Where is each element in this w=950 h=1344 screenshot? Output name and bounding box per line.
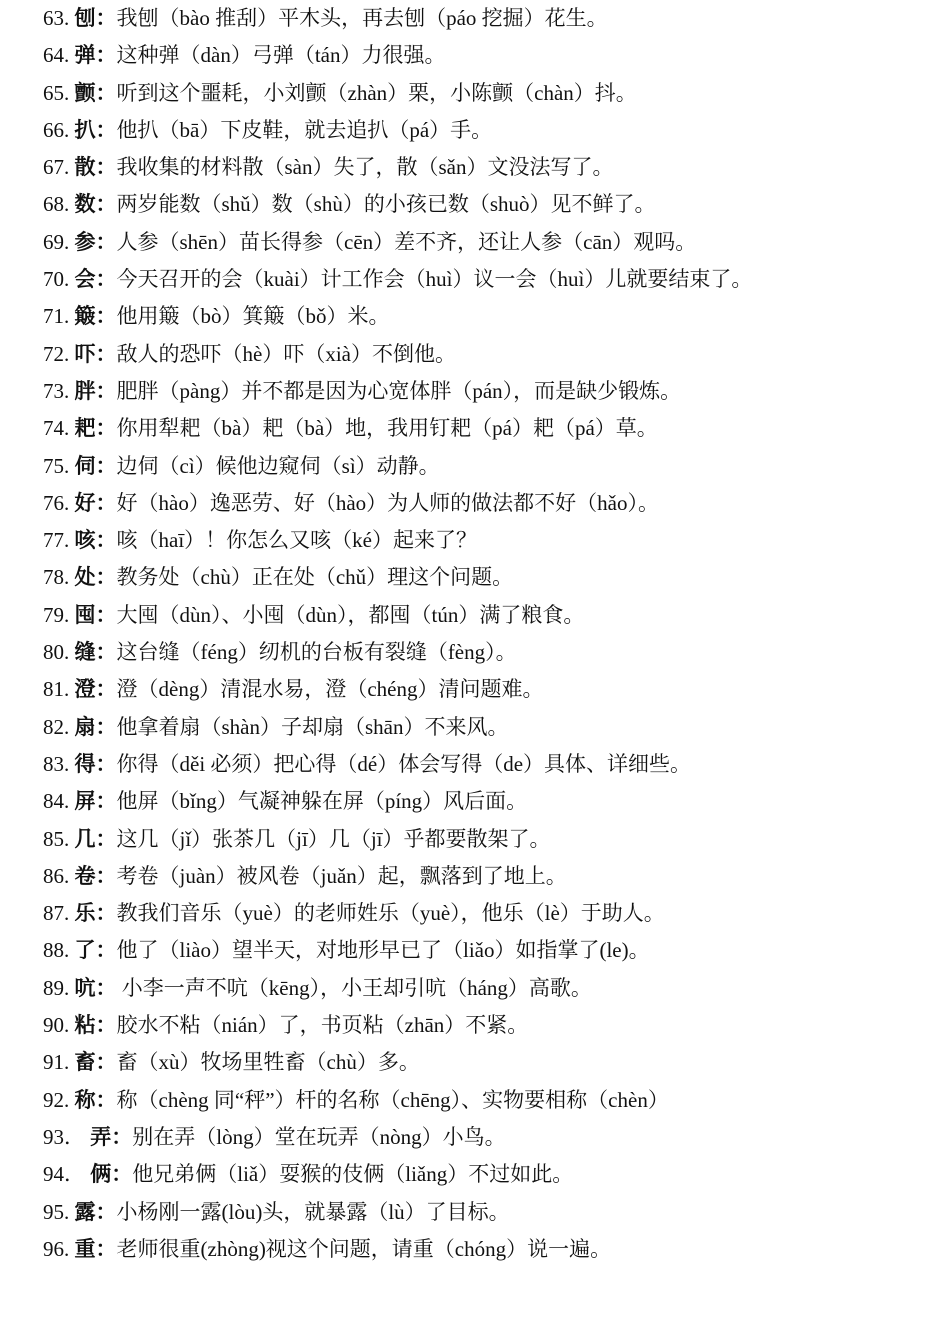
entry-separator: ： bbox=[95, 1013, 117, 1038]
list-item bbox=[43, 448, 933, 485]
entry-separator: ： bbox=[95, 6, 117, 30]
entry-character: 乐 bbox=[74, 901, 96, 926]
entry-sentence: 今天召开的会（kuài）计工作会（huì）议一会（huì）儿就要结束了。 bbox=[116, 267, 753, 292]
entry-separator: ： bbox=[95, 453, 117, 478]
entry-sentence: 澄（dèng）清混水易，澄（chéng）清问题难。 bbox=[116, 677, 544, 702]
entry-separator: ： bbox=[111, 1162, 133, 1187]
entry-separator: ： bbox=[95, 863, 117, 888]
entry-sentence: 别在弄（lòng）堂在玩弄（nòng）小鸟。 bbox=[132, 1124, 506, 1149]
entry-separator: ： bbox=[95, 1236, 117, 1261]
list-item bbox=[43, 821, 933, 858]
entry-number: 92. bbox=[43, 1087, 70, 1112]
entry-character: 扒 bbox=[74, 117, 96, 142]
entry-number: 94． bbox=[43, 1162, 85, 1187]
entry-character: 吭 bbox=[74, 975, 96, 1000]
entry-separator: ： bbox=[95, 1199, 117, 1224]
entry-character: 胖 bbox=[74, 378, 96, 403]
entry-separator: ： bbox=[95, 1087, 117, 1112]
entry-character: 伺 bbox=[74, 453, 96, 478]
list-item bbox=[43, 1044, 933, 1081]
list-item bbox=[43, 1156, 933, 1193]
polyphone-list bbox=[43, 0, 933, 1268]
entry-sentence: 咳（haī）！你怎么又咳（ké）起来了？ bbox=[116, 528, 477, 553]
list-item bbox=[43, 485, 933, 522]
entry-number: 69. bbox=[43, 229, 70, 254]
entry-separator: ： bbox=[95, 938, 117, 963]
entry-sentence: 肥胖（pàng）并不都是因为心宽体胖（pán），而是缺少锻炼。 bbox=[116, 378, 682, 403]
entry-separator: ： bbox=[95, 155, 117, 180]
entry-separator: ： bbox=[95, 304, 117, 329]
entry-character: 几 bbox=[74, 826, 96, 851]
list-item bbox=[43, 75, 933, 112]
entry-sentence: 我收集的材料散（sàn）失了，散（sǎn）文没法写了。 bbox=[116, 155, 614, 180]
entry-number: 95. bbox=[43, 1199, 70, 1224]
entry-number: 68. bbox=[43, 192, 70, 217]
entry-number: 96. bbox=[43, 1236, 70, 1261]
entry-character: 簸 bbox=[74, 304, 96, 329]
entry-number: 75. bbox=[43, 453, 70, 478]
entry-sentence: 大囤（dùn）、小囤（dùn），都囤（tún）满了粮食。 bbox=[116, 602, 585, 627]
entry-separator: ： bbox=[95, 80, 117, 105]
entry-sentence: 好（hào）逸恶劳、好（hào）为人师的做法都不好（hǎo）。 bbox=[116, 490, 659, 515]
entry-sentence: 小李一声不吭（kēng），小王却引吭（háng）高歌。 bbox=[116, 975, 592, 1000]
entry-number: 70. bbox=[43, 267, 70, 292]
entry-number: 67. bbox=[43, 155, 70, 180]
entry-number: 79. bbox=[43, 602, 70, 627]
entry-sentence: 他了（liào）望半天，对地形早已了（liǎo）如指掌了(le)。 bbox=[116, 938, 650, 963]
entry-character: 扇 bbox=[74, 714, 96, 739]
list-item bbox=[43, 522, 933, 559]
list-item bbox=[43, 783, 933, 820]
entry-separator: ： bbox=[95, 528, 117, 553]
list-item bbox=[43, 932, 933, 969]
entry-sentence: 敌人的恐吓（hè）吓（xià）不倒他。 bbox=[116, 341, 456, 366]
list-item bbox=[43, 336, 933, 373]
entry-character: 处 bbox=[74, 565, 96, 590]
entry-separator: ： bbox=[111, 1124, 133, 1149]
entry-number: 91. bbox=[43, 1050, 70, 1075]
entry-sentence: 胶水不粘（nián）了，书页粘（zhān）不紧。 bbox=[116, 1013, 529, 1038]
entry-separator: ： bbox=[95, 640, 117, 665]
list-item bbox=[43, 709, 933, 746]
list-item bbox=[43, 37, 933, 74]
entry-number: 80. bbox=[43, 640, 70, 665]
entry-number: 85. bbox=[43, 826, 70, 851]
entry-separator: ： bbox=[95, 677, 117, 702]
list-item bbox=[43, 261, 933, 298]
list-item bbox=[43, 186, 933, 223]
list-item bbox=[43, 970, 933, 1007]
entry-separator: ： bbox=[95, 416, 117, 441]
entry-character: 重 bbox=[74, 1236, 96, 1261]
entry-sentence: 他屏（bǐng）气凝神躲在屏（píng）风后面。 bbox=[116, 789, 528, 814]
list-item bbox=[43, 0, 933, 37]
entry-sentence: 教务处（chù）正在处（chǔ）理这个问题。 bbox=[116, 565, 514, 590]
entry-number: 63. bbox=[43, 6, 70, 30]
entry-character: 会 bbox=[74, 267, 96, 292]
entry-character: 颤 bbox=[74, 80, 96, 105]
entry-character: 缝 bbox=[74, 640, 96, 665]
entry-sentence: 他扒（bā）下皮鞋，就去追扒（pá）手。 bbox=[116, 117, 493, 142]
entry-separator: ： bbox=[95, 826, 117, 851]
entry-number: 88. bbox=[43, 938, 70, 963]
entry-sentence: 我刨（bào 推刮）平木头，再去刨（páo 挖掘）花生。 bbox=[116, 6, 608, 30]
entry-separator: ： bbox=[95, 341, 117, 366]
entry-character: 数 bbox=[74, 192, 96, 217]
list-item bbox=[43, 746, 933, 783]
entry-sentence: 这台缝（féng）纫机的台板有裂缝（fèng）。 bbox=[116, 640, 517, 665]
list-item bbox=[43, 895, 933, 932]
entry-sentence: 他用簸（bò）箕簸（bǒ）米。 bbox=[116, 304, 390, 329]
entry-number: 93． bbox=[43, 1124, 85, 1149]
entry-number: 65. bbox=[43, 80, 70, 105]
entry-separator: ： bbox=[95, 229, 117, 254]
list-item bbox=[43, 112, 933, 149]
entry-number: 81. bbox=[43, 677, 70, 702]
entry-number: 89. bbox=[43, 975, 70, 1000]
entry-sentence: 你得（děi 必须）把心得（dé）体会写得（de）具体、详细些。 bbox=[116, 751, 692, 776]
entry-number: 73. bbox=[43, 378, 70, 403]
entry-number: 84. bbox=[43, 789, 70, 814]
entry-number: 71. bbox=[43, 304, 70, 329]
list-item bbox=[43, 597, 933, 634]
entry-separator: ： bbox=[95, 975, 117, 1000]
entry-number: 87. bbox=[43, 901, 70, 926]
list-item bbox=[43, 1082, 933, 1119]
entry-character: 吓 bbox=[74, 341, 96, 366]
entry-separator: ： bbox=[95, 43, 117, 68]
entry-separator: ： bbox=[95, 602, 117, 627]
entry-sentence: 边伺（cì）候他边窥伺（sì）动静。 bbox=[116, 453, 440, 478]
entry-sentence: 他兄弟俩（liǎ）耍猴的伎俩（liǎng）不过如此。 bbox=[132, 1162, 574, 1187]
entry-character: 耙 bbox=[74, 416, 96, 441]
entry-character: 屏 bbox=[74, 789, 96, 814]
entry-sentence: 畜（xù）牧场里牲畜（chù）多。 bbox=[116, 1050, 420, 1075]
entry-separator: ： bbox=[95, 565, 117, 590]
entry-separator: ： bbox=[95, 490, 117, 515]
list-item bbox=[43, 559, 933, 596]
entry-number: 78. bbox=[43, 565, 70, 590]
entry-number: 74. bbox=[43, 416, 70, 441]
list-item bbox=[43, 634, 933, 671]
list-item bbox=[43, 1007, 933, 1044]
entry-character: 畜 bbox=[74, 1050, 96, 1075]
entry-separator: ： bbox=[95, 267, 117, 292]
list-item bbox=[43, 858, 933, 895]
entry-number: 86. bbox=[43, 863, 70, 888]
entry-number: 72. bbox=[43, 341, 70, 366]
entry-sentence: 你用犁耙（bà）耙（bà）地，我用钉耙（pá）耙（pá）草。 bbox=[116, 416, 658, 441]
list-item bbox=[43, 1231, 933, 1268]
entry-character: 弹 bbox=[74, 43, 96, 68]
entry-sentence: 这种弹（dàn）弓弹（tán）力很强。 bbox=[116, 43, 446, 68]
entry-character: 了 bbox=[74, 938, 96, 963]
entry-number: 83. bbox=[43, 751, 70, 776]
entry-separator: ： bbox=[95, 378, 117, 403]
entry-separator: ： bbox=[95, 1050, 117, 1075]
entry-separator: ： bbox=[95, 789, 117, 814]
entry-sentence: 他拿着扇（shàn）子却扇（shān）不来风。 bbox=[116, 714, 509, 739]
entry-character: 刨 bbox=[74, 6, 96, 30]
entry-number: 77. bbox=[43, 528, 70, 553]
entry-sentence: 人参（shēn）苗长得参（cēn）差不齐，还让人参（cān）观吗。 bbox=[116, 229, 697, 254]
entry-number: 64. bbox=[43, 43, 70, 68]
entry-character: 好 bbox=[74, 490, 96, 515]
entry-character: 参 bbox=[74, 229, 96, 254]
entry-separator: ： bbox=[95, 714, 117, 739]
entry-sentence: 小杨刚一露(lòu)头，就暴露（lù）了目标。 bbox=[116, 1199, 510, 1224]
entry-number: 66. bbox=[43, 117, 70, 142]
entry-separator: ： bbox=[95, 192, 117, 217]
entry-character: 粘 bbox=[74, 1013, 96, 1038]
entry-character: 弄 bbox=[90, 1124, 112, 1149]
list-item bbox=[43, 224, 933, 261]
list-item bbox=[43, 671, 933, 708]
entry-sentence: 称（chèng 同“秤”）杆的名称（chēng）、实物要相称（chèn） bbox=[116, 1087, 669, 1112]
list-item bbox=[43, 1119, 933, 1156]
entry-character: 澄 bbox=[74, 677, 96, 702]
entry-character: 称 bbox=[74, 1087, 96, 1112]
entry-number: 76. bbox=[43, 490, 70, 515]
entry-sentence: 这几（jǐ）张茶几（jī）几（jī）乎都要散架了。 bbox=[116, 826, 551, 851]
entry-character: 露 bbox=[74, 1199, 96, 1224]
entry-sentence: 听到这个噩耗，小刘颤（zhàn）栗，小陈颤（chàn）抖。 bbox=[116, 80, 637, 105]
entry-sentence: 两岁能数（shǔ）数（shù）的小孩已数（shuò）见不鲜了。 bbox=[116, 192, 656, 217]
entry-character: 俩 bbox=[90, 1162, 112, 1187]
list-item bbox=[43, 1194, 933, 1231]
entry-number: 90. bbox=[43, 1013, 70, 1038]
entry-character: 囤 bbox=[74, 602, 96, 627]
list-item bbox=[43, 373, 933, 410]
entry-sentence: 考卷（juàn）被风卷（juǎn）起，飘落到了地上。 bbox=[116, 863, 567, 888]
entry-character: 得 bbox=[74, 751, 96, 776]
entry-character: 散 bbox=[74, 155, 96, 180]
entry-sentence: 老师很重(zhòng)视这个问题，请重（chóng）说一遍。 bbox=[116, 1236, 612, 1261]
entry-separator: ： bbox=[95, 117, 117, 142]
entry-number: 82. bbox=[43, 714, 70, 739]
entry-character: 卷 bbox=[74, 863, 96, 888]
entry-character: 咳 bbox=[74, 528, 96, 553]
list-item bbox=[43, 410, 933, 447]
entry-sentence: 教我们音乐（yuè）的老师姓乐（yuè），他乐（lè）于助人。 bbox=[116, 901, 665, 926]
list-item bbox=[43, 149, 933, 186]
entry-separator: ： bbox=[95, 751, 117, 776]
list-item bbox=[43, 298, 933, 335]
entry-separator: ： bbox=[95, 901, 117, 926]
